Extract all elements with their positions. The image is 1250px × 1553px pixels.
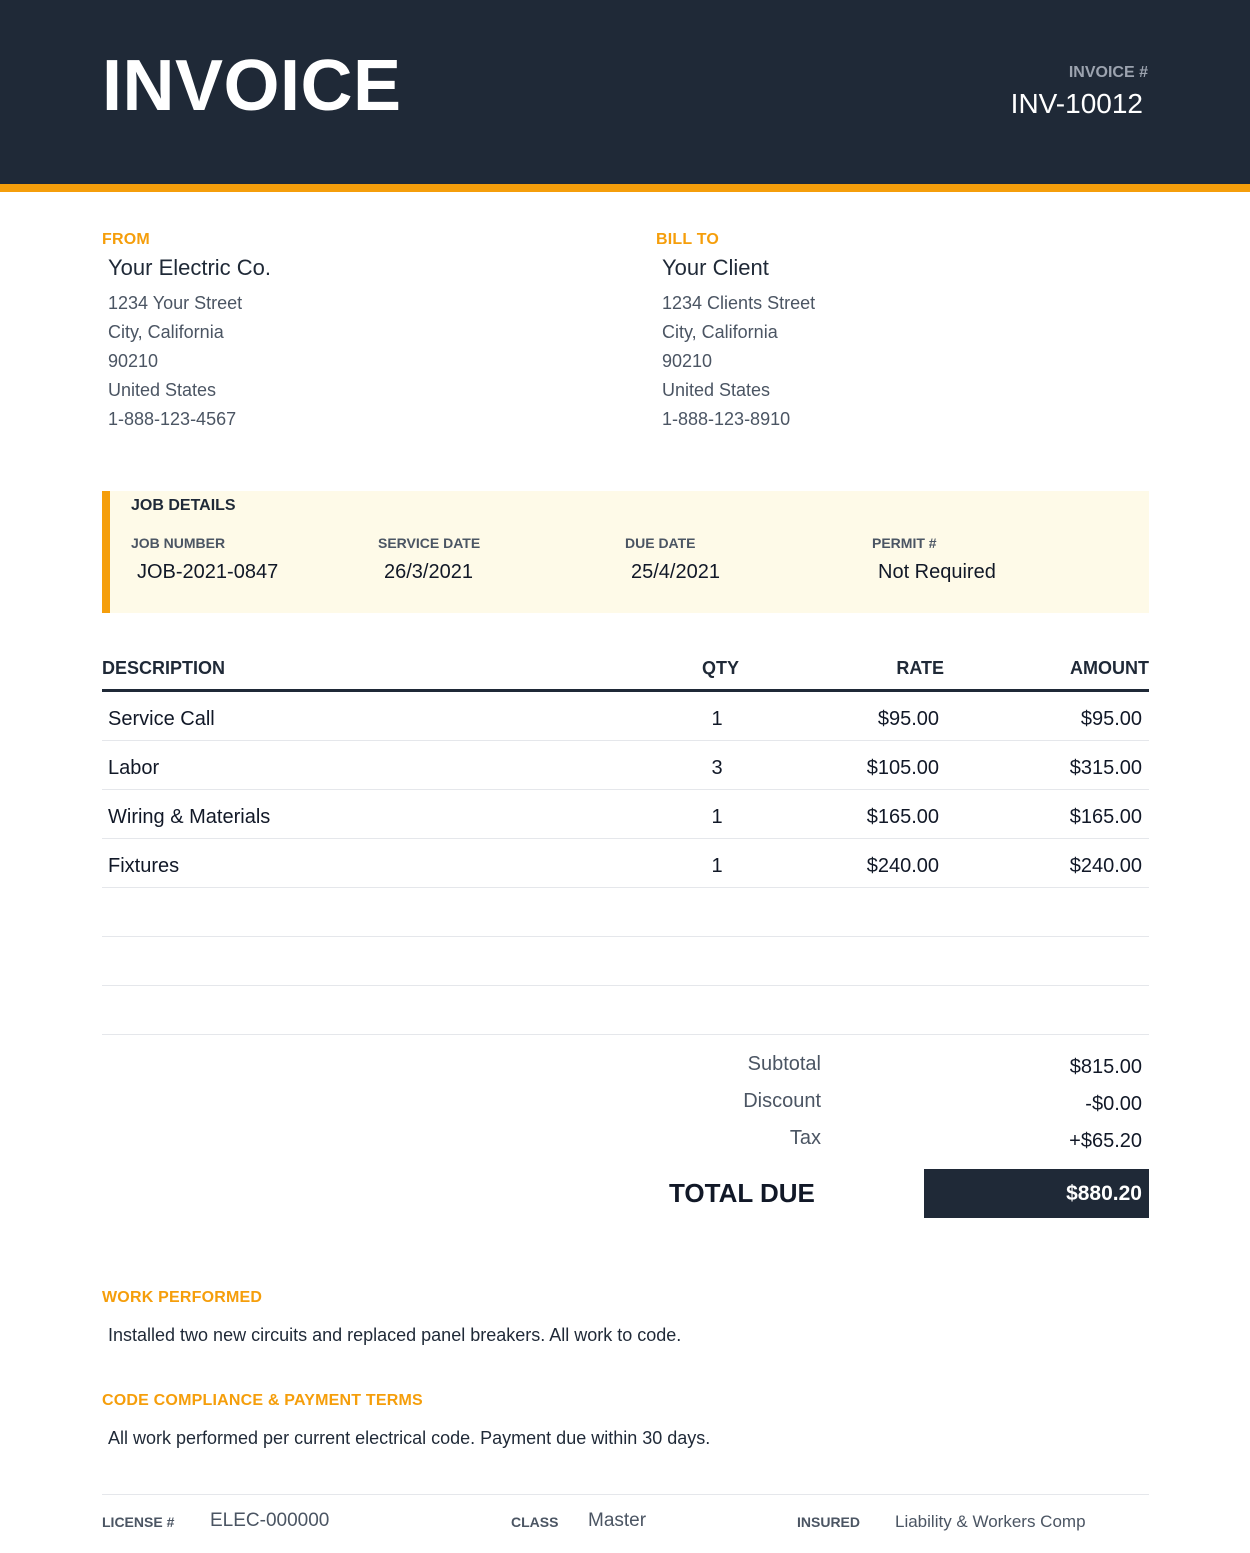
terms-section [102, 1392, 1149, 1449]
rate-header: RATE [896, 658, 944, 678]
description-header: DESCRIPTION [102, 658, 226, 678]
row-qty: 3 [711, 757, 723, 779]
terms-label: CODE COMPLIANCE & PAYMENT TERMS [102, 1392, 423, 1409]
subtotal-row [600, 1050, 1149, 1087]
empty-table-row [102, 937, 1149, 986]
total-due-box [924, 1169, 1149, 1218]
qty-header: QTY [702, 658, 740, 678]
row-qty: 1 [711, 708, 723, 730]
table-row [102, 839, 1149, 888]
row-amount: $240.00 [1069, 855, 1142, 877]
total-due-label: TOTAL DUE [669, 1178, 815, 1208]
row-qty: 1 [711, 806, 723, 828]
due-date-field [625, 535, 720, 584]
row-rate: $240.00 [866, 855, 939, 877]
job-number-label: JOB NUMBER [131, 535, 226, 551]
bill-to-label: BILL TO [656, 231, 720, 248]
discount-row [600, 1087, 1149, 1124]
license-label: LICENSE # [102, 1514, 175, 1530]
row-description: Labor [108, 757, 160, 779]
from-country: United States [108, 380, 217, 400]
insured-label: INSURED [797, 1514, 861, 1530]
invoice-number-label: INVOICE # [1068, 64, 1148, 81]
footer-divider [102, 1494, 1149, 1495]
row-rate: $95.00 [877, 708, 939, 730]
table-row [102, 790, 1149, 839]
class-label: CLASS [511, 1514, 559, 1530]
from-city: City, California [108, 322, 224, 342]
bill-to-street: 1234 Clients Street [662, 293, 816, 313]
bill-to-city: City, California [662, 322, 778, 342]
job-details-title: JOB DETAILS [131, 497, 236, 514]
table-row [102, 692, 1149, 741]
bill-to-block [656, 231, 1076, 434]
table-header [102, 650, 1149, 692]
job-number-field [131, 535, 278, 584]
permit-value: Not Required [878, 561, 996, 583]
permit-label: PERMIT # [872, 535, 937, 551]
from-name: Your Electric Co. [108, 255, 272, 280]
due-date-value: 25/4/2021 [631, 561, 720, 583]
bill-to-phone: 1-888-123-8910 [662, 409, 791, 429]
invoice-number: INV-10012 [1010, 88, 1143, 119]
work-performed-section [102, 1289, 1149, 1346]
bill-to-name: Your Client [662, 255, 769, 280]
from-street: 1234 Your Street [108, 293, 243, 313]
row-amount: $95.00 [1080, 708, 1142, 730]
from-block [102, 231, 522, 434]
work-performed-label: WORK PERFORMED [102, 1289, 263, 1306]
tax-row [600, 1124, 1149, 1161]
permit-field [872, 535, 996, 584]
row-rate: $165.00 [866, 806, 939, 828]
license-value: ELEC-000000 [210, 1510, 330, 1531]
job-number-value: JOB-2021-0847 [137, 561, 279, 583]
subtotal-label: Subtotal [747, 1053, 821, 1075]
service-date-value: 26/3/2021 [384, 561, 473, 583]
header-accent-stripe [0, 184, 1250, 192]
due-date-label: DUE DATE [625, 535, 696, 551]
bill-to-country: United States [662, 380, 771, 400]
tax-label: Tax [789, 1127, 821, 1149]
amount-header: AMOUNT [1070, 658, 1149, 678]
service-date-label: SERVICE DATE [378, 535, 481, 551]
row-amount: $315.00 [1069, 757, 1142, 779]
from-phone: 1-888-123-4567 [108, 409, 237, 429]
table-row [102, 741, 1149, 790]
terms-text: All work performed per current electrical code. Payment due within 30 days. [108, 1428, 711, 1448]
service-date-field [378, 535, 480, 584]
subtotal-value: $815.00 [1069, 1056, 1142, 1078]
row-rate: $105.00 [866, 757, 939, 779]
row-description: Fixtures [108, 855, 180, 877]
discount-value: -$0.00 [1085, 1093, 1142, 1115]
row-description: Service Call [108, 708, 215, 730]
empty-table-row [102, 986, 1149, 1035]
row-amount: $165.00 [1069, 806, 1142, 828]
row-description: Wiring & Materials [108, 806, 271, 828]
line-items-table [102, 650, 1149, 1035]
total-due-value: $880.20 [1066, 1182, 1142, 1205]
bill-to-zip: 90210 [662, 351, 713, 371]
from-zip: 90210 [108, 351, 159, 371]
discount-label: Discount [743, 1090, 821, 1112]
empty-table-row [102, 888, 1149, 937]
work-performed-text: Installed two new circuits and replaced panel breakers. All work to code. [108, 1325, 682, 1345]
job-details-panel [102, 491, 1149, 613]
tax-value: +$65.20 [1069, 1130, 1142, 1152]
from-label: FROM [102, 231, 150, 248]
row-qty: 1 [711, 855, 723, 877]
totals-block [600, 1050, 1149, 1161]
invoice-title: INVOICE [102, 46, 402, 126]
class-value: Master [588, 1510, 647, 1531]
insured-value: Liability & Workers Comp [895, 1512, 1086, 1531]
